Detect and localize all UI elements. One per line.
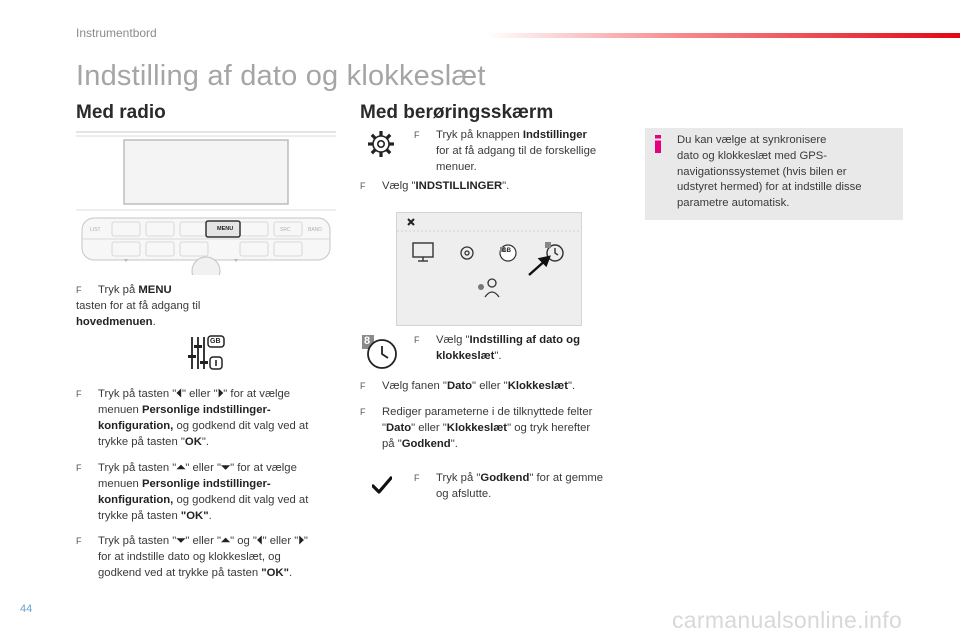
monitor-icon [413,243,433,261]
date-badge: 8 [364,335,371,347]
touch-step-2: F Vælg "INDSTILLINGER". [360,180,510,192]
section-label: Instrumentbord [76,26,157,40]
date-clock-icon [362,335,398,371]
radio-src-label: SRC [280,227,291,233]
settings-gear-icon [461,247,473,259]
gb-badge: GB [210,338,221,345]
gear-icon [365,128,397,160]
page-title: Indstilling af dato og klokkeslæt [76,60,486,92]
close-icon [408,219,414,225]
user-icon [478,279,499,297]
info-line: Du kan vælge at synkronisere [677,134,827,146]
radio-menu-label: MENU [217,226,234,232]
settings-sliders-gb-icon [186,333,226,373]
section-title-touchscreen: Med berøringsskærm [360,102,554,123]
section-title-radio: Med radio [76,102,166,123]
touchscreen-illustration [396,212,582,326]
radio-panel-illustration [76,130,336,275]
header-accent-bar [486,33,960,38]
info-line: dato og klokkeslæt med GPS- [677,149,828,162]
touch-step-3: F Vælg "Indstilling af dato og klokkeslæt". [414,334,580,362]
page-number: 44 [20,603,33,615]
checkmark-icon [372,476,392,494]
radio-band-label: BAND [308,227,322,233]
touch-step-1: F Tryk på knappen Indstillinger for at få adgang til de forskellige menuer. [414,129,597,173]
info-icon [654,135,662,153]
radio-step-2: F Tryk på tasten "⏴" eller "⏵" for at vælge menuen Personlige indstillinger- konfiguration, og godkend dit valg ved at trykke på tasten "OK". [76,388,309,448]
radio-step-4: F Tryk på tasten "⏷" eller "⏶" og "⏴" eller "⏵" for at indstille dato og klokkeslæt, og godkend ved at trykke på tasten "OK". [76,535,308,579]
watermark: carmanualsonline.info [672,607,903,633]
info-line: udstyret hermed) for at indstille disse [677,181,862,194]
info-line: parametre automatisk. [677,197,790,210]
radio-list-label: LIST [90,227,101,233]
touch-step-4: F Vælg fanen "Dato" eller "Klokkeslæt". [360,380,576,392]
touch-step-5: F Rediger parameterne i de tilknyttede felter "Dato" eller "Klokkeslæt" og tryk herefter på "Godkend". [360,406,593,450]
info-line: navigationssystemet (hvis bilen er [677,165,847,178]
screen-gb-badge: GB [502,248,511,254]
info-text [677,133,892,212]
arrow-icon [529,257,549,275]
radio-step-1: F Tryk på MENU tasten for at få adgang til hovedmenuen. [76,284,201,328]
touch-step-6: F Tryk på "Godkend" for at gemme og afslutte. [414,472,604,500]
radio-step-3: F Tryk på tasten "⏶" eller "⏷" for at vælge menuen Personlige indstillinger- konfiguration, og godkend dit valg ved at trykke på tasten "OK". [76,462,309,522]
